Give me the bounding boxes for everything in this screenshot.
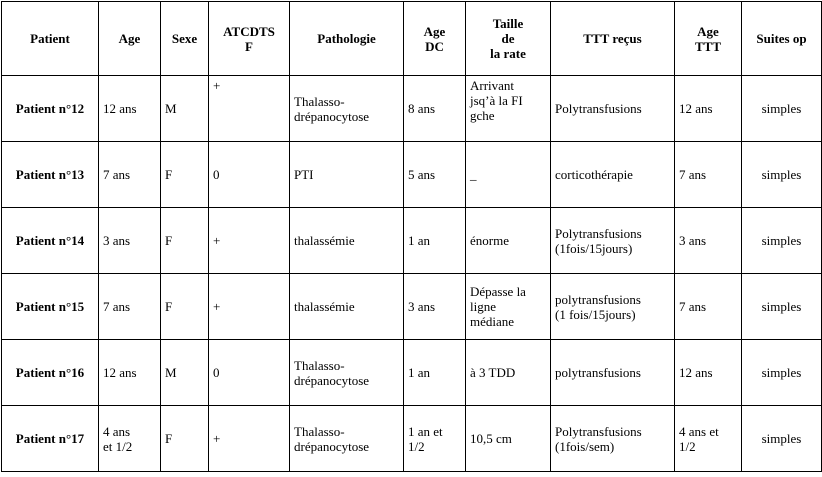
cell-age: 7 ans: [99, 274, 161, 340]
cell-sexe: M: [161, 340, 209, 406]
cell-age: 7 ans: [99, 142, 161, 208]
cell-pathologie: Thalasso- drépanocytose: [290, 76, 404, 142]
cell-suites-op: simples: [742, 406, 822, 472]
cell-atcdtsf: 0: [209, 340, 290, 406]
table-row: [2, 274, 822, 340]
cell-ttt-recus: Polytransfusions (1fois/sem): [551, 406, 675, 472]
cell-sexe: F: [161, 274, 209, 340]
cell-taille-rate: _: [466, 142, 551, 208]
cell-age: 3 ans: [99, 208, 161, 274]
cell-atcdtsf: +: [209, 274, 290, 340]
cell-age: 12 ans: [99, 76, 161, 142]
cell-age-ttt: 12 ans: [675, 76, 742, 142]
header-pathologie: Pathologie: [290, 2, 404, 76]
header-taille-rate: Taille de la rate: [466, 2, 551, 76]
cell-age-dc: 8 ans: [404, 76, 466, 142]
cell-ttt-recus: polytransfusions (1 fois/15jours): [551, 274, 675, 340]
cell-pathologie: Thalasso- drépanocytose: [290, 406, 404, 472]
header-atcdtsf: ATCDTS F: [209, 2, 290, 76]
cell-taille-rate: énorme: [466, 208, 551, 274]
cell-age-dc: 1 an: [404, 340, 466, 406]
header-age: Age: [99, 2, 161, 76]
cell-patient: Patient n°15: [2, 274, 99, 340]
cell-atcdtsf: +: [209, 406, 290, 472]
cell-pathologie: thalassémie: [290, 274, 404, 340]
cell-suites-op: simples: [742, 274, 822, 340]
table-row: [2, 340, 822, 406]
cell-sexe: F: [161, 406, 209, 472]
cell-ttt-recus: polytransfusions: [551, 340, 675, 406]
cell-pathologie: Thalasso- drépanocytose: [290, 340, 404, 406]
cell-taille-rate: à 3 TDD: [466, 340, 551, 406]
cell-age-dc: 5 ans: [404, 142, 466, 208]
header-suites-op: Suites op: [742, 2, 822, 76]
cell-atcdtsf: +: [209, 76, 290, 142]
patients-table: [1, 1, 822, 472]
cell-age: 4 ans et 1/2: [99, 406, 161, 472]
cell-patient: Patient n°14: [2, 208, 99, 274]
cell-ttt-recus: corticothérapie: [551, 142, 675, 208]
cell-age: 12 ans: [99, 340, 161, 406]
cell-taille-rate: Dépasse la ligne médiane: [466, 274, 551, 340]
cell-sexe: F: [161, 208, 209, 274]
cell-suites-op: simples: [742, 142, 822, 208]
cell-pathologie: PTI: [290, 142, 404, 208]
cell-suites-op: simples: [742, 340, 822, 406]
cell-age-ttt: 4 ans et 1/2: [675, 406, 742, 472]
cell-pathologie: thalassémie: [290, 208, 404, 274]
cell-patient: Patient n°17: [2, 406, 99, 472]
cell-age-ttt: 7 ans: [675, 274, 742, 340]
table-row: [2, 142, 822, 208]
table-row: [2, 76, 822, 142]
header-sexe: Sexe: [161, 2, 209, 76]
header-age-ttt: Age TTT: [675, 2, 742, 76]
header-patient: Patient: [2, 2, 99, 76]
cell-age-dc: 1 an: [404, 208, 466, 274]
cell-suites-op: simples: [742, 76, 822, 142]
cell-sexe: F: [161, 142, 209, 208]
cell-ttt-recus: Polytransfusions: [551, 76, 675, 142]
cell-age-dc: 3 ans: [404, 274, 466, 340]
cell-patient: Patient n°16: [2, 340, 99, 406]
cell-patient: Patient n°13: [2, 142, 99, 208]
cell-age-ttt: 3 ans: [675, 208, 742, 274]
cell-ttt-recus: Polytransfusions (1fois/15jours): [551, 208, 675, 274]
header-ttt-recus: TTT reçus: [551, 2, 675, 76]
table-row: [2, 406, 822, 472]
cell-age-dc: 1 an et 1/2: [404, 406, 466, 472]
header-row: [2, 2, 822, 76]
cell-age-ttt: 7 ans: [675, 142, 742, 208]
cell-patient: Patient n°12: [2, 76, 99, 142]
cell-taille-rate: 10,5 cm: [466, 406, 551, 472]
table-row: [2, 208, 822, 274]
cell-atcdtsf: +: [209, 208, 290, 274]
cell-suites-op: simples: [742, 208, 822, 274]
cell-age-ttt: 12 ans: [675, 340, 742, 406]
cell-sexe: M: [161, 76, 209, 142]
cell-taille-rate: Arrivant jsq’à la FI gche: [466, 76, 551, 142]
cell-atcdtsf: 0: [209, 142, 290, 208]
header-age-dc: Age DC: [404, 2, 466, 76]
